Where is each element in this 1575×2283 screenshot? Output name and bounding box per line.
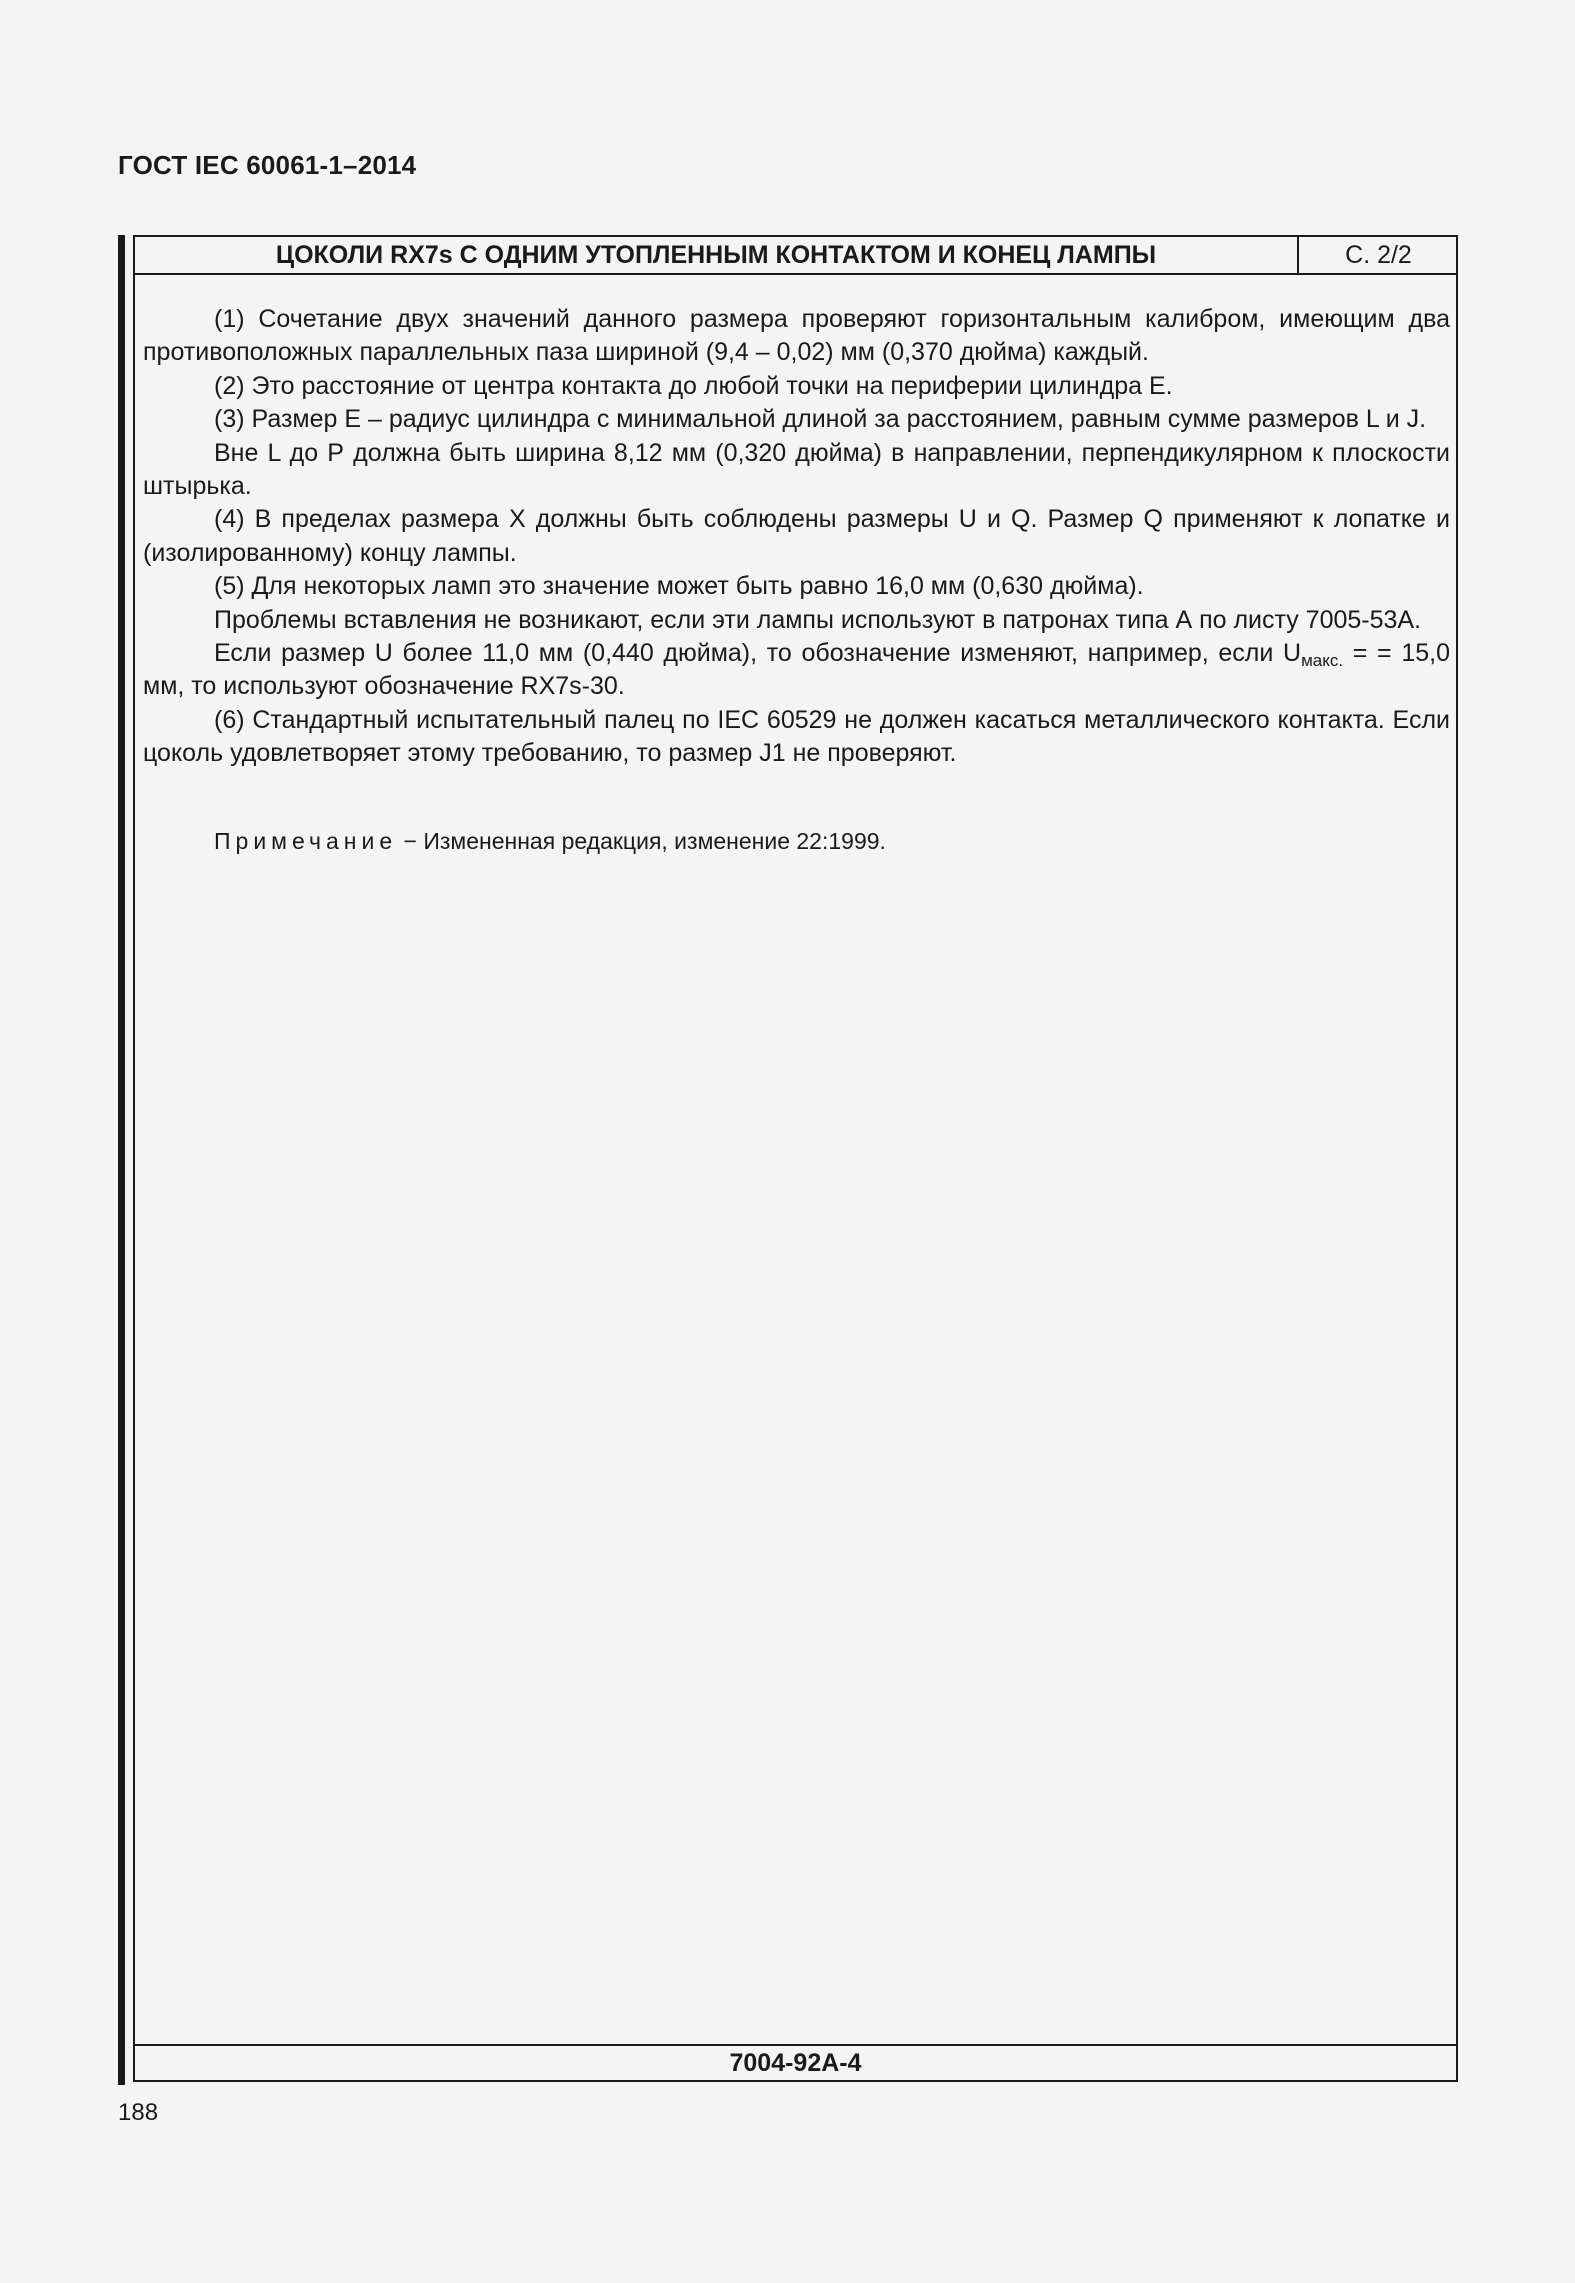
- title-row: [135, 237, 1456, 275]
- standard-sheet-frame: [133, 235, 1458, 2082]
- note-1: (1) Сочетание двух значений данного размера проверяют горизонтальным калибром, имеющим два противоположных параллельных паза шириной (9,4 – 0,02) мм (0,370 дюйма) каждый.: [143, 305, 1450, 367]
- sheet-title: ЦОКОЛИ RX7s С ОДНИМ УТОПЛЕННЫМ КОНТАКТОМ И КОНЕЦ ЛАМПЫ: [135, 237, 1299, 273]
- note-5-designation: [143, 637, 1450, 704]
- margin-bar: [118, 235, 125, 2085]
- subscript-max: макс.: [1301, 651, 1344, 671]
- remark: [143, 825, 1450, 858]
- notes-content: [143, 303, 1450, 858]
- note-4: (4) В пределах размера Х должны быть соблюдены размеры U и Q. Размер Q применяют к лопатке и (изолированному) концу лампы.: [143, 505, 1450, 567]
- sheet-code: 7004-92А-4: [135, 2044, 1456, 2080]
- standard-designation: ГОСТ IEC 60061-1–2014: [118, 150, 417, 180]
- note-6: (6) Стандартный испытательный палец по IEC 60529 не должен касаться металлического контакта. Если цоколь удовлетворяет этому требованию, то размер J1 не проверяют.: [143, 705, 1450, 768]
- page-number: 188: [118, 2099, 159, 2126]
- note-5: (5) Для некоторых ламп это значение может быть равно 16,0 мм (0,630 дюйма).: [214, 572, 1144, 601]
- note-5-continuation: Проблемы вставления не возникают, если эти лампы используют в патронах типа А по листу 7005-53А.: [214, 605, 1422, 634]
- note-3: (3) Размер Е – радиус цилиндра с минимальной длиной за расстоянием, равным сумме размеров L и J.: [214, 405, 1427, 434]
- note-5-designation-text: Если размер U более 11,0 мм (0,440 дюйма), то обозначение изменяют, например, если U: [214, 639, 1302, 668]
- note-5-designation-rest: = = 15,0 мм, то используют обозначение RX7s-30.: [143, 639, 1450, 701]
- sheet-number: С. 2/2: [1345, 241, 1412, 269]
- note-3-continuation: Вне L до Р должна быть ширина 8,12 мм (0,320 дюйма) в направлении, перпендикулярном к плоскости штырька.: [143, 438, 1450, 501]
- remark-label: Примечание: [214, 827, 398, 854]
- remark-text: − Измененная редакция, изменение 22:1999.: [397, 827, 886, 854]
- note-2: (2) Это расстояние от центра контакта до любой точки на периферии цилиндра Е.: [214, 371, 1173, 400]
